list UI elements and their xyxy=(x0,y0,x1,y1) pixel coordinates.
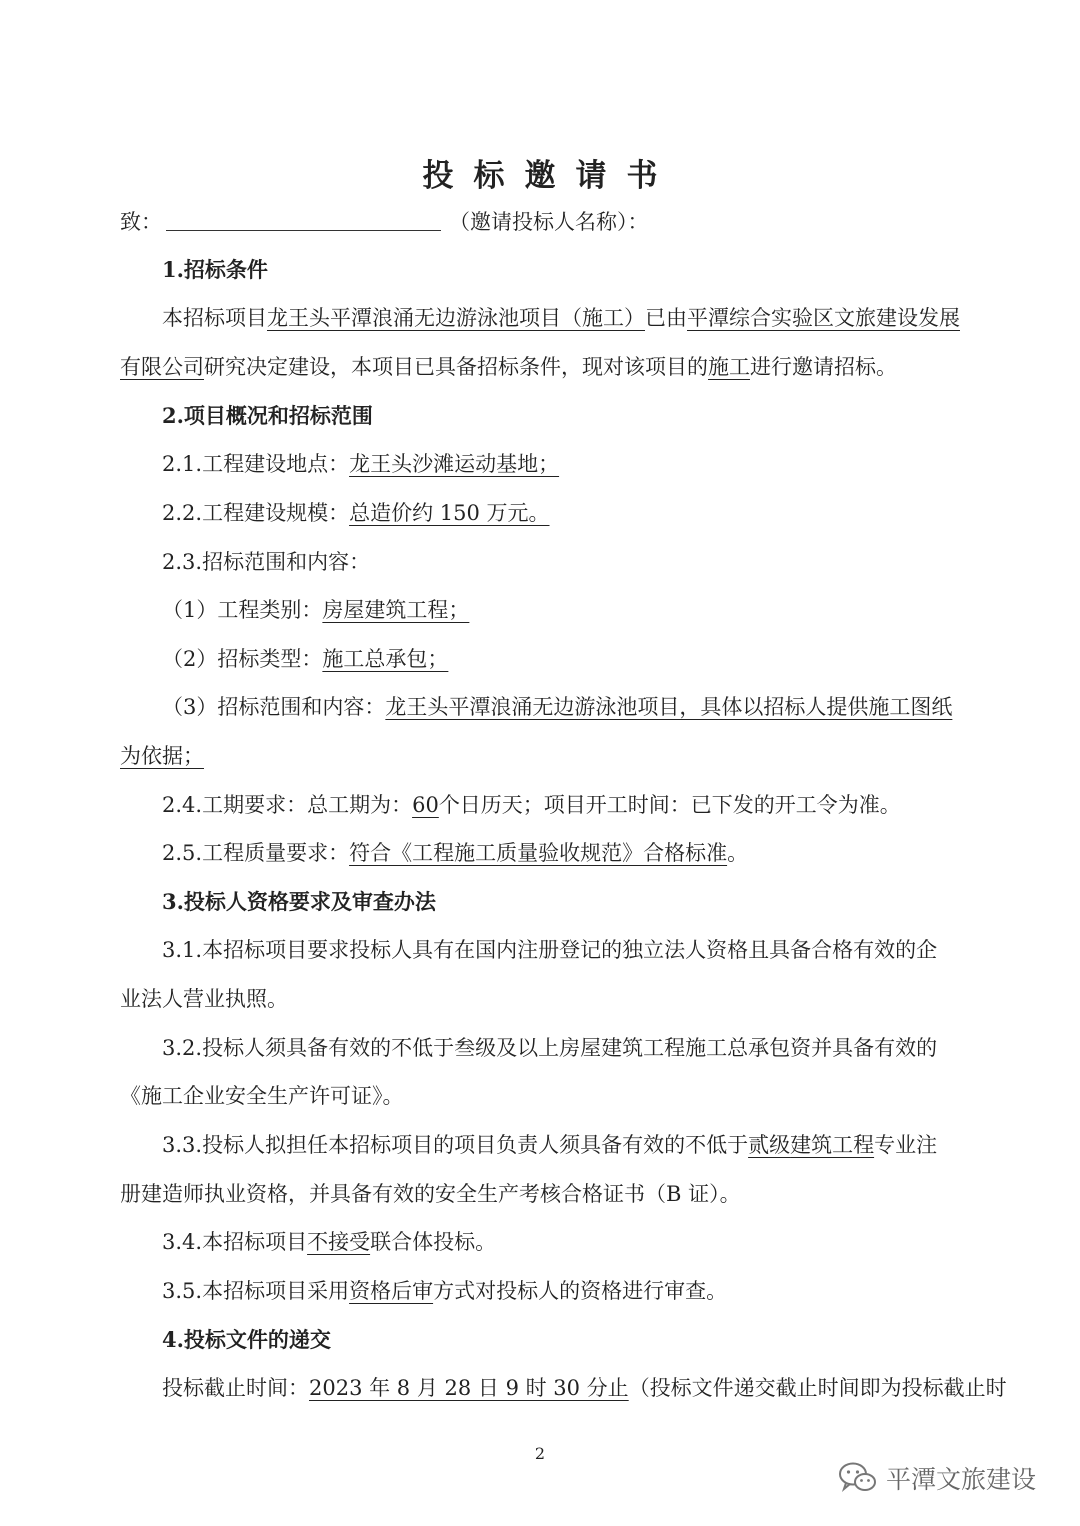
item-2-3: 2.3.招标范围和内容： xyxy=(162,550,371,574)
item-2-3-1: （1）工程类别：房屋建筑工程； xyxy=(162,598,470,622)
item-3-3-line-1: 3.3.投标人拟担任本招标项目的项目负责人须具备有效的不低于贰级建筑工程专业注 xyxy=(162,1133,938,1157)
section-1-heading: 1.招标条件 xyxy=(162,257,268,282)
deadline-line: 投标截止时间：2023 年 8 月 28 日 9 时 30 分止（投标文件递交截止时间即为投标截止时 xyxy=(162,1376,1007,1400)
item-2-3-2: （2）招标类型：施工总承包； xyxy=(162,647,449,671)
addressee-line: 致： （邀请投标人名称）： xyxy=(120,210,649,234)
item-3-2-line-2: 《施工企业安全生产许可证》。 xyxy=(120,1084,404,1108)
page-title: 投标邀请书 xyxy=(422,158,678,194)
item-2-4: 2.4.工期要求：总工期为：60个日历天；项目开工时间：已下发的开工令为准。 xyxy=(162,793,901,817)
item-3-2-line-1: 3.2.投标人须具备有效的不低于叁级及以上房屋建筑工程施工总承包资并具备有效的 xyxy=(162,1036,938,1060)
watermark xyxy=(838,1460,1036,1496)
section-2-heading: 2.项目概况和招标范围 xyxy=(162,403,373,428)
page-number: 2 xyxy=(534,1444,546,1463)
item-2-3-3-cont: 为依据； xyxy=(120,744,204,768)
item-3-4: 3.4.本招标项目不接受联合体投标。 xyxy=(162,1230,497,1254)
item-3-1-line-2: 业法人营业执照。 xyxy=(120,987,288,1011)
section-4-heading: 4.投标文件的递交 xyxy=(162,1327,331,1352)
section-1-paragraph-line-2: 有限公司研究决定建设，本项目已具备招标条件，现对该项目的施工进行邀请招标。 xyxy=(120,355,897,379)
watermark-text: 平潭文旅建设 xyxy=(886,1465,1037,1494)
item-2-5: 2.5.工程质量要求：符合《工程施工质量验收规范》合格标准。 xyxy=(162,841,749,865)
item-3-1-line-1: 3.1.本招标项目要求投标人具有在国内注册登记的独立法人资格且具备合格有效的企 xyxy=(162,938,938,962)
item-2-2: 2.2.工程建设规模：总造价约 150 万元。 xyxy=(162,501,550,525)
addressee-blank xyxy=(166,208,441,231)
item-3-3-line-2: 册建造师执业资格，并具备有效的安全生产考核合格证书（B 证）。 xyxy=(120,1182,741,1206)
wechat-icon xyxy=(838,1461,878,1495)
section-1-paragraph-line-1: 本招标项目龙王头平潭浪涌无边游泳池项目（施工）已由平潭综合实验区文旅建设发展 xyxy=(162,306,960,330)
item-2-1: 2.1.工程建设地点：龙王头沙滩运动基地； xyxy=(162,452,560,476)
item-3-5: 3.5.本招标项目采用资格后审方式对投标人的资格进行审查。 xyxy=(162,1279,728,1303)
section-3-heading: 3.投标人资格要求及审查办法 xyxy=(162,889,436,914)
item-2-3-3: （3）招标范围和内容：龙王头平潭浪涌无边游泳池项目，具体以招标人提供施工图纸 xyxy=(162,695,953,719)
